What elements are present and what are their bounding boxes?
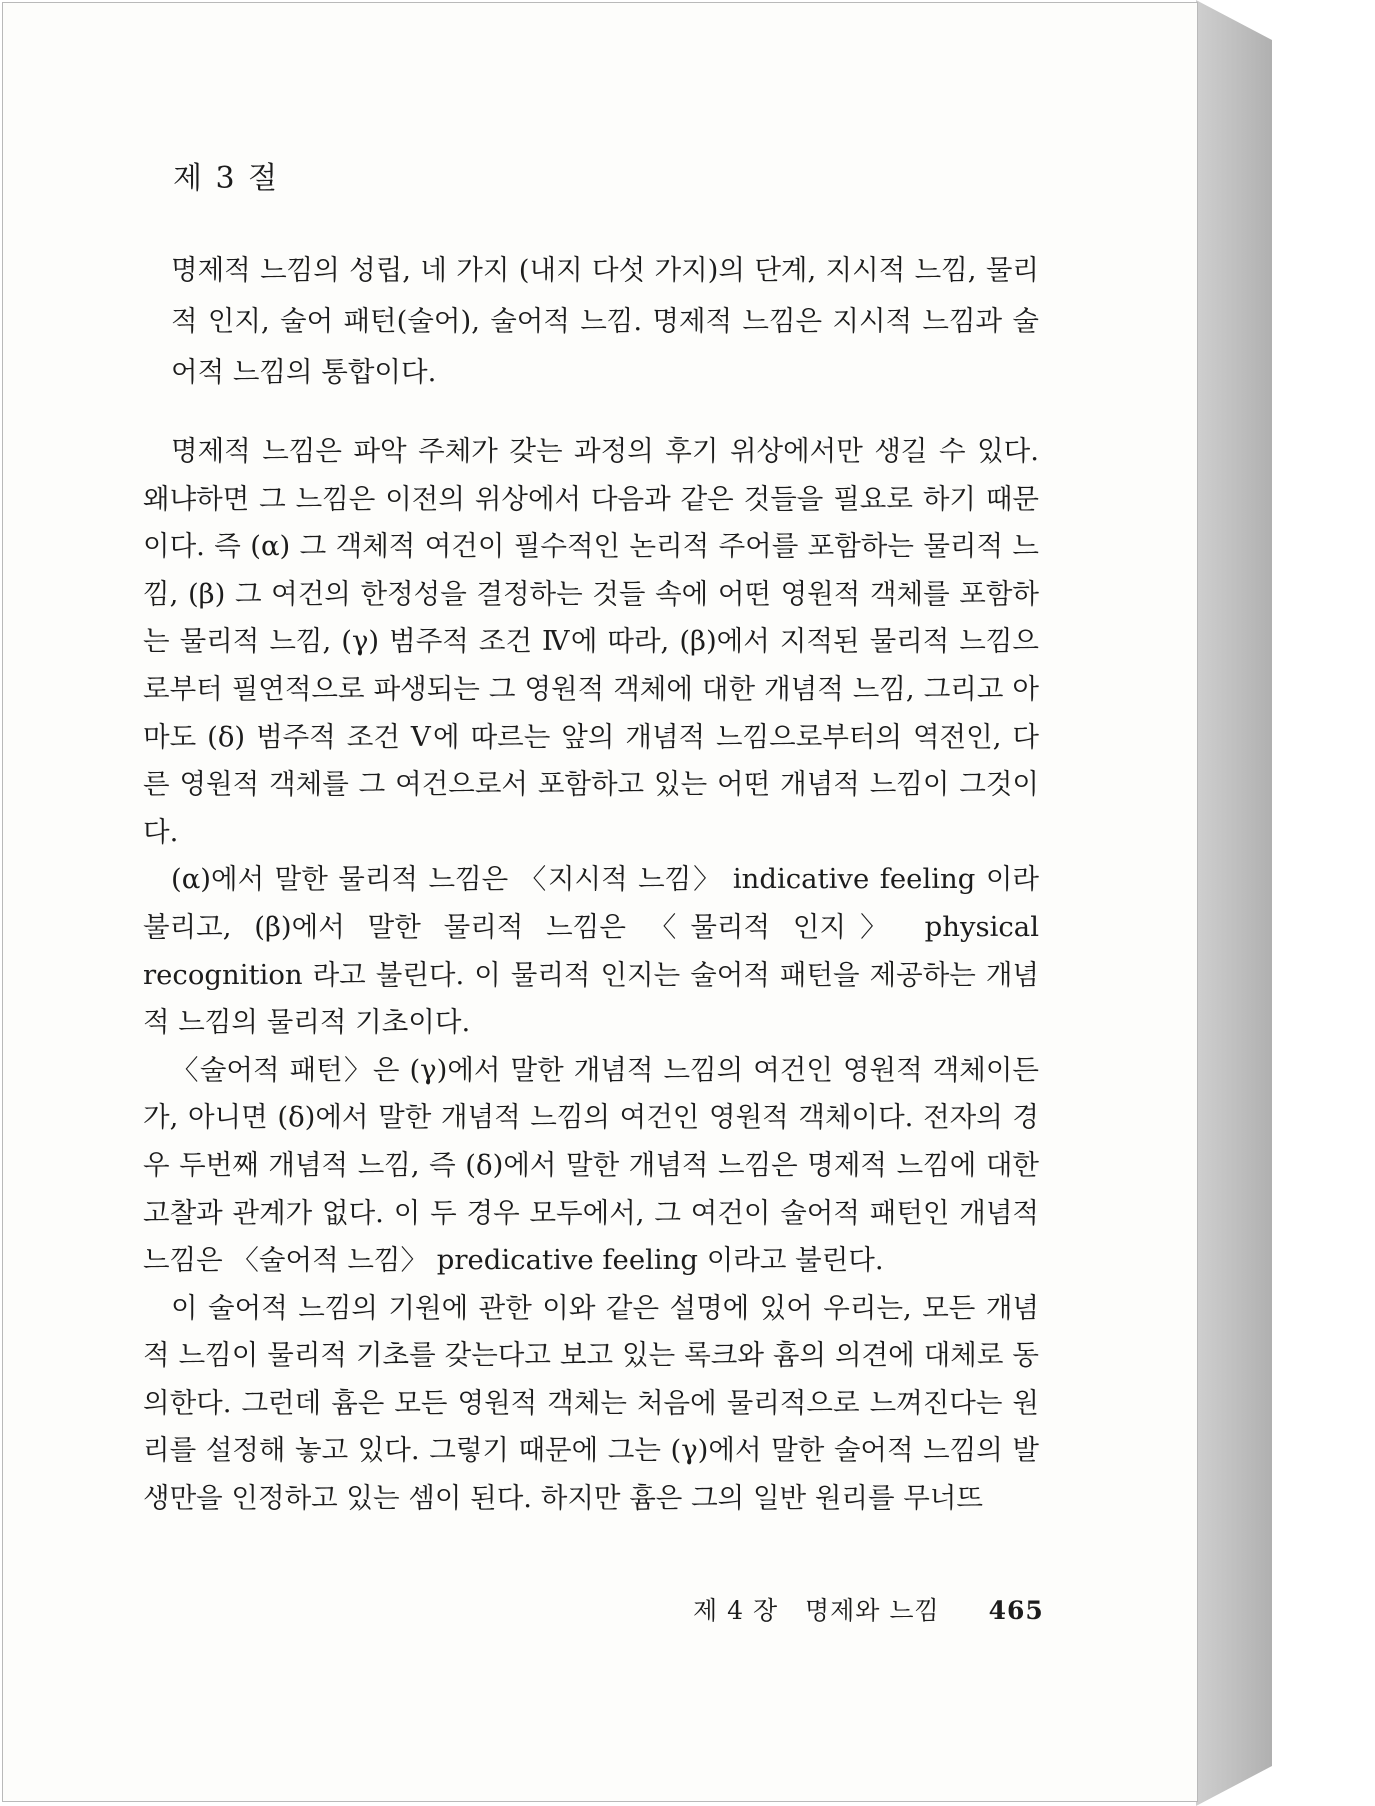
chapter-title: 명제와 느낌 xyxy=(804,1596,940,1625)
book-spine xyxy=(1196,0,1272,1806)
chapter-label: 제 4 장 xyxy=(693,1596,779,1625)
body-text xyxy=(143,428,1039,1523)
paragraph: 〈술어적 패턴〉은 (γ)에서 말한 개념적 느낌의 여건인 영원적 객체이든가, 아니면 (δ)에서 말한 개념적 느낌의 여건인 영원적 객체이다. 전자의 경우 두번째 개념적 느낌, 즉 (δ)에서 말한 개념적 느낌은 명제적 느낌에 대한 고찰과 관계가 없다. 이 두 경우 모두에서, 그 여건이 술어적 패턴인 개념적 느낌은 〈술어적 느낌〉 predicative feeling 이라고 불린다. xyxy=(143,1053,1039,1277)
book-page xyxy=(2,2,1198,1802)
paragraph: (α)에서 말한 물리적 느낌은 〈지시적 느낌〉 indicative feeling 이라 불리고, (β)에서 말한 물리적 느낌은 〈물리적 인지〉 physical recognition 라고 불린다. 이 물리적 인지는 술어적 패턴을 제공하는 개념적 느낌의 물리적 기초이다. xyxy=(143,863,1039,1039)
paragraph: 명제적 느낌은 파악 주체가 갖는 과정의 후기 위상에서만 생길 수 있다. 왜냐하면 그 느낌은 이전의 위상에서 다음과 같은 것들을 필요로 하기 때문이다. 즉 (α) 그 객체적 여건이 필수적인 논리적 주어를 포함하는 물리적 느낌, (β) 그 여건의 한정성을 결정하는 것들 속에 어떤 영원적 객체를 포함하는 물리적 느낌, (γ) 범주적 조건 Ⅳ에 따라, (β)에서 지적된 물리적 느낌으로부터 필연적으로 파생되는 그 영원적 객체에 대한 개념적 느낌, 그리고 아마도 (δ) 범주적 조건 Ⅴ에 따르는 앞의 개념적 느낌으로부터의 역전인, 다른 영원적 객체를 그 여건으로서 포함하고 있는 어떤 개념적 느낌이 그것이다. xyxy=(143,435,1039,848)
page-number: 465 xyxy=(988,1596,1044,1625)
section-title: 제 3 절 xyxy=(173,161,280,196)
section-summary: 명제적 느낌의 성립, 네 가지 (내지 다섯 가지)의 단계, 지시적 느낌, 물리적 인지, 술어 패턴(술어), 술어적 느낌. 명제적 느낌은 지시적 느낌과 술어적 느낌의 통합이다. xyxy=(171,254,1039,388)
paragraph: 이 술어적 느낌의 기원에 관한 이와 같은 설명에 있어 우리는, 모든 개념적 느낌이 물리적 기초를 갖는다고 보고 있는 록크와 흄의 의견에 대체로 동의한다. 그런데 흄은 모든 영원적 객체는 처음에 물리적으로 느껴진다는 원리를 설정해 놓고 있다. 그렇기 때문에 그는 (γ)에서 말한 술어적 느낌의 발생만을 인정하고 있는 셈이 된다. 하지만 흄은 그의 일반 원리를 무너뜨 xyxy=(143,1291,1039,1515)
page-footer xyxy=(693,1591,1044,1627)
